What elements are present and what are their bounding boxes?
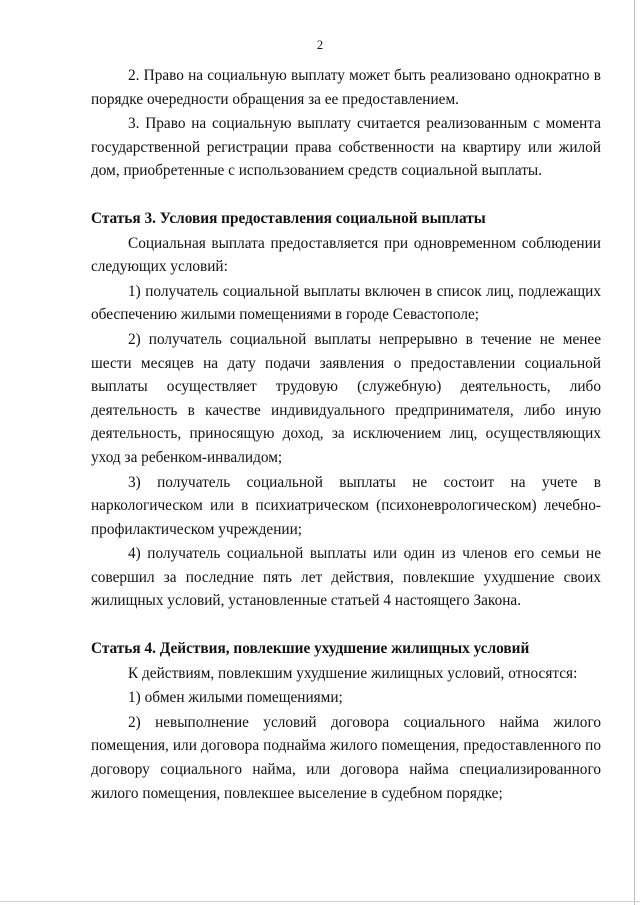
page-number: 2 bbox=[316, 38, 324, 52]
page-edge-bottom bbox=[0, 901, 640, 902]
document-body bbox=[91, 64, 601, 805]
article-4-intro: К действиям, повлекшим ухудшение жилищных условий, относятся: bbox=[128, 664, 578, 682]
paragraph-2: 2. Право на социальную выплату может быть реализовано однократно в порядке очередности обращения за ее предоставлением. bbox=[91, 67, 601, 108]
article-3-item-1: 1) получатель социальной выплаты включен в список лиц, подлежащих обеспечению жилыми помещениями в городе Севастополе; bbox=[91, 282, 601, 324]
article-4-item-2: 2) невыполнение условий договора социального найма жилого помещения, или договора поднайма жилого помещения, предоставленного по договору социального найма, или договора найма специализированного жилого помещения, повлекшее выселение в судебном порядке; bbox=[91, 713, 601, 802]
article-3-item-3: 3) получатель социальной выплаты не состоит на учете в наркологическом или в психиатрическом (психоневрологическом) лечебно-профилактическом учреждении; bbox=[91, 473, 601, 538]
article-4-item-1: 1) обмен жилыми помещениями; bbox=[128, 689, 343, 707]
paragraph-3: 3. Право на социальную выплату считается реализованным с момента государственной регистрации права собственности на квартиру или жилой дом, приобретенные с использованием средств социальной выплаты. bbox=[91, 115, 601, 180]
article-3-item-2: 2) получатель социальной выплаты непрерывно в течение не менее шести месяцев на дату подачи заявления о предоставлении социальной выплаты осуществляет трудовую (служебную) деятельность, либо деятельность в качестве индивидуального предпринимателя, либо иную деятельность, приносящую доход, за исключением лиц, осуществляющих уход за ребенком-инвалидом; bbox=[91, 330, 601, 466]
article-4-heading: Статья 4. Действия, повлекшие ухудшение жилищных условий bbox=[91, 640, 530, 658]
page-edge-right bbox=[634, 0, 635, 905]
article-3-intro: Социальная выплата предоставляется при одновременном соблюдении следующих условий: bbox=[91, 234, 601, 276]
article-3-heading: Статья 3. Условия предоставления социальной выплаты bbox=[91, 209, 486, 227]
article-3-item-4: 4) получатель социальной выплаты или один из членов его семьи не совершил за последние пять лет действия, повлекшие ухудшение своих жилищных условий, установленные статьей 4 настоящего Закона. bbox=[91, 545, 601, 610]
